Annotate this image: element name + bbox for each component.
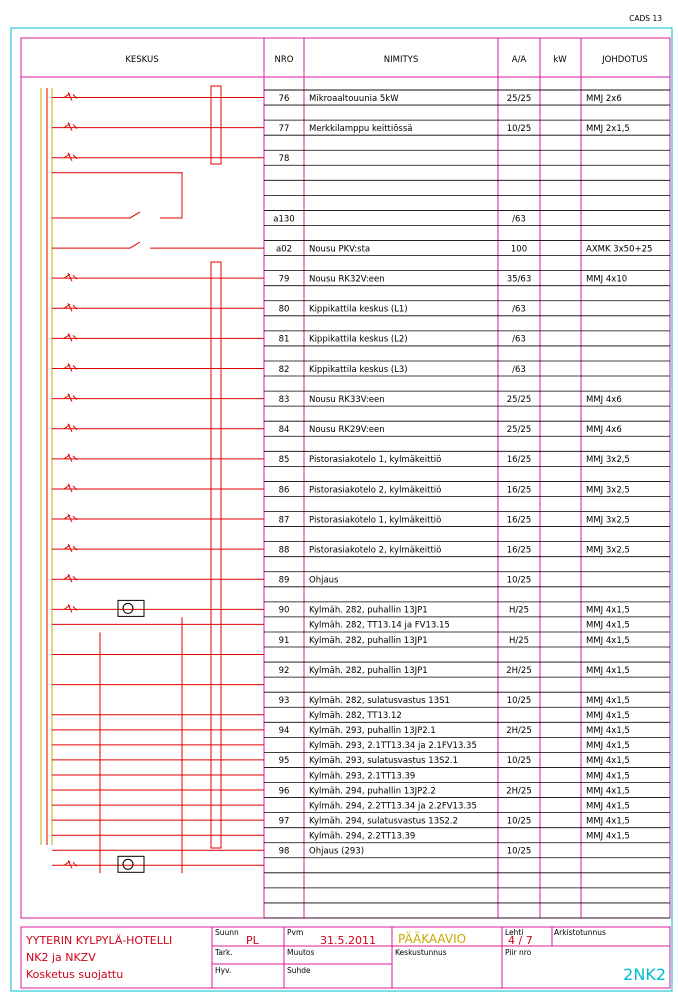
row-texts <box>273 94 652 857</box>
breaker-symbol <box>64 333 77 341</box>
header-keskus: KESKUS <box>125 55 159 65</box>
cell-johdotus: MMJ 3x2,5 <box>586 515 630 526</box>
cell-johdotus: MMJ 4x1,5 <box>586 801 630 812</box>
cell-aa: H/25 <box>508 635 530 646</box>
keskus-label: Keskustunnus <box>395 948 447 957</box>
breaker-symbol <box>64 394 77 402</box>
cell-nro: 77 <box>278 123 290 134</box>
cell-aa: 10/25 <box>506 756 532 767</box>
hyv-label: Hyv. <box>215 966 232 975</box>
cell-nro: 85 <box>278 455 290 466</box>
breaker-symbol <box>64 604 77 612</box>
cell-aa: 16/25 <box>506 455 532 466</box>
cell-johdotus: MMJ 4x1,5 <box>586 635 630 646</box>
circuit-schematic <box>41 86 264 873</box>
cell-nimitys: Pistorasiakotelo 2, kylmäkeittiö <box>309 545 442 556</box>
cell-aa: /63 <box>512 214 526 225</box>
header-nro: NRO <box>274 55 294 65</box>
cell-nimitys: Kylmäh. 294, 2.2TT13.34 ja 2.2FV13.35 <box>309 801 477 812</box>
cell-nro: 83 <box>278 394 290 405</box>
cell-nro: 78 <box>278 154 290 165</box>
breaker-symbol <box>64 273 77 281</box>
cell-johdotus: MMJ 3x2,5 <box>586 545 630 556</box>
cell-aa: 16/25 <box>506 485 532 496</box>
suhde-label: Suhde <box>287 966 311 975</box>
cell-johdotus: MMJ 4x1,5 <box>586 726 630 737</box>
cell-nimitys: Pistorasiakotelo 2, kylmäkeittiö <box>309 485 442 496</box>
cell-johdotus: MMJ 4x6 <box>586 394 622 405</box>
breaker-symbol <box>64 424 77 432</box>
timer-box <box>118 600 144 616</box>
cell-nro: a02 <box>275 244 293 255</box>
cell-johdotus: MMJ 3x2,5 <box>586 485 630 496</box>
cell-nimitys: Nousu PKV:sta <box>309 244 371 255</box>
cell-nimitys: Kylmäh. 282, sulatusvastus 13S1 <box>309 696 450 707</box>
cell-aa: 2H/25 <box>506 786 532 797</box>
project-name: YYTERIN KYLPYLÄ-HOTELLI <box>26 934 173 947</box>
lehti-value: 4 / 7 <box>508 934 533 947</box>
cell-aa: 25/25 <box>506 425 532 436</box>
cell-nimitys: Merkkilamppu keittiössä <box>309 123 413 134</box>
tark-label: Tark. <box>215 948 233 957</box>
cell-aa: /63 <box>512 304 526 315</box>
cell-nimitys: Ohjaus <box>309 575 339 586</box>
clock-icon <box>123 603 133 613</box>
cell-johdotus: MMJ 4x10 <box>586 274 628 285</box>
breaker-symbol <box>64 93 77 101</box>
cell-nro: 97 <box>278 816 290 827</box>
breaker-symbol <box>64 860 77 868</box>
cell-nimitys: Kylmäh. 294, sulatusvastus 13S2.2 <box>309 816 459 827</box>
cell-aa: 2H/25 <box>506 726 532 737</box>
suunn-value: PL <box>246 934 259 947</box>
breaker-symbol <box>64 484 77 492</box>
project-note: Kosketus suojattu <box>26 968 124 981</box>
cell-nimitys: Nousu RK29V:een <box>309 425 385 436</box>
project-subtitle: NK2 ja NKZV <box>26 951 96 964</box>
cell-nimitys: Kylmäh. 282, puhallin 13JP1 <box>309 605 428 616</box>
cell-nro: a130 <box>273 214 295 225</box>
cell-nro: 90 <box>278 605 290 616</box>
cell-aa: 25/25 <box>506 394 532 405</box>
clock-icon <box>123 859 133 869</box>
cell-nro: 94 <box>278 726 290 737</box>
cell-nro: 98 <box>278 846 290 857</box>
cell-nro: 84 <box>278 425 290 436</box>
cell-johdotus: MMJ 4x1,5 <box>586 605 630 616</box>
cell-nimitys: Kylmäh. 293, 2.1TT13.39 <box>309 771 416 782</box>
cell-nimitys: Kippikattila keskus (L1) <box>309 304 408 315</box>
cell-nimitys: Mikroaaltouunia 5kW <box>309 93 399 104</box>
breaker-symbol <box>64 364 77 372</box>
pvm-value: 31.5.2011 <box>320 934 376 947</box>
cell-johdotus: MMJ 4x1,5 <box>586 696 630 707</box>
cell-johdotus: MMJ 4x1,5 <box>586 711 630 722</box>
header-nimitys: NIMITYS <box>383 55 419 65</box>
cell-nimitys: Ohjaus (293) <box>309 846 365 857</box>
arkisto-label: Arkistotunnus <box>554 928 606 937</box>
reserve-loop <box>52 173 182 218</box>
breaker-symbol <box>64 153 77 161</box>
lehti-label: Lehti <box>505 928 524 937</box>
pvm-label: Pvm <box>287 928 304 937</box>
cell-aa: H/25 <box>508 605 530 616</box>
muutos-label: Muutos <box>287 948 315 957</box>
cell-johdotus: MMJ 4x1,5 <box>586 756 630 767</box>
cell-nro: 89 <box>278 575 290 586</box>
cell-nimitys: Kylmäh. 282, TT13.14 ja FV13.15 <box>309 620 450 631</box>
corner-code: CADS 13 <box>629 14 662 23</box>
cell-johdotus: MMJ 4x1,5 <box>586 786 630 797</box>
cell-aa: /63 <box>512 364 526 375</box>
cell-nro: 96 <box>278 786 290 797</box>
cell-aa: 25/25 <box>506 93 532 104</box>
breaker-symbol <box>64 514 77 522</box>
switch-symbol <box>52 212 140 218</box>
header-aa: A/A <box>511 55 527 65</box>
cell-aa: 16/25 <box>506 545 532 556</box>
cell-nimitys: Kippikattila keskus (L3) <box>309 364 408 375</box>
cell-aa: 10/25 <box>506 696 532 707</box>
cell-johdotus: AXMK 3x50+25 <box>586 244 653 255</box>
drawing-type: PÄÄKAAVIO <box>398 932 467 946</box>
cell-johdotus: MMJ 4x1,5 <box>586 741 630 752</box>
cell-nimitys: Kylmäh. 294, puhallin 13JP2.2 <box>309 786 436 797</box>
cell-aa: 10/25 <box>506 575 532 586</box>
cell-aa: 10/25 <box>506 846 532 857</box>
timer-box <box>118 856 144 872</box>
piir-label: Piir nro <box>505 948 532 957</box>
cell-nimitys: Pistorasiakotelo 1, kylmäkeittiö <box>309 455 442 466</box>
cell-nimitys: Kylmäh. 293, puhallin 13JP2.1 <box>309 726 436 737</box>
breaker-symbol <box>64 544 77 552</box>
header-johdotus: JOHDOTUS <box>602 55 648 65</box>
cell-nro: 80 <box>278 304 290 315</box>
cell-nimitys: Kippikattila keskus (L2) <box>309 334 408 345</box>
cell-aa: /63 <box>512 334 526 345</box>
cell-nimitys: Kylmäh. 282, puhallin 13JP1 <box>309 665 428 676</box>
cell-aa: 16/25 <box>506 515 532 526</box>
cell-nro: 93 <box>278 696 290 707</box>
cell-johdotus: MMJ 4x1,5 <box>586 665 630 676</box>
breaker-symbol <box>64 303 77 311</box>
cell-aa: 100 <box>510 244 528 255</box>
header-kw: kW <box>553 55 567 65</box>
switch-symbol <box>52 242 264 248</box>
drawing-id: 2NK2 <box>623 965 666 984</box>
cell-nro: 86 <box>278 485 290 496</box>
cell-nro: 92 <box>278 665 290 676</box>
breaker-symbol <box>64 123 77 131</box>
cell-johdotus: MMJ 4x1,5 <box>586 620 630 631</box>
cell-nro: 87 <box>278 515 290 526</box>
breaker-symbol <box>64 574 77 582</box>
cell-johdotus: MMJ 4x1,5 <box>586 771 630 782</box>
cell-johdotus: MMJ 4x1,5 <box>586 816 630 827</box>
cell-johdotus: MMJ 4x1,5 <box>586 831 630 842</box>
cell-nro: 81 <box>278 334 290 345</box>
cell-nro: 95 <box>278 756 290 767</box>
cell-johdotus: MMJ 2x6 <box>586 93 622 104</box>
cell-nro: 88 <box>278 545 290 556</box>
cell-nimitys: Kylmäh. 294, 2.2TT13.39 <box>309 831 416 842</box>
cell-nimitys: Nousu RK32V:een <box>309 274 385 285</box>
cell-johdotus: MMJ 4x6 <box>586 425 622 436</box>
cell-nro: 82 <box>278 364 290 375</box>
cell-nimitys: Kylmäh. 282, puhallin 13JP1 <box>309 635 428 646</box>
cell-aa: 35/63 <box>506 274 532 285</box>
cell-nimitys: Kylmäh. 293, 2.1TT13.34 ja 2.1FV13.35 <box>309 741 477 752</box>
cell-nro: 76 <box>278 93 290 104</box>
cell-aa: 10/25 <box>506 816 532 827</box>
cell-aa: 2H/25 <box>506 665 532 676</box>
suunn-label: Suunn <box>215 928 239 937</box>
cell-nro: 79 <box>278 274 290 285</box>
cell-nimitys: Kylmäh. 293, sulatusvastus 13S2.1 <box>309 756 459 767</box>
cell-nimitys: Nousu RK33V:een <box>309 394 385 405</box>
cell-nro: 91 <box>278 635 290 646</box>
breaker-symbol <box>64 454 77 462</box>
cell-aa: 10/25 <box>506 123 532 134</box>
cell-nimitys: Pistorasiakotelo 1, kylmäkeittiö <box>309 515 442 526</box>
cell-johdotus: MMJ 3x2,5 <box>586 455 630 466</box>
cell-johdotus: MMJ 2x1,5 <box>586 123 630 134</box>
cell-nimitys: Kylmäh. 282, TT13.12 <box>309 711 402 722</box>
